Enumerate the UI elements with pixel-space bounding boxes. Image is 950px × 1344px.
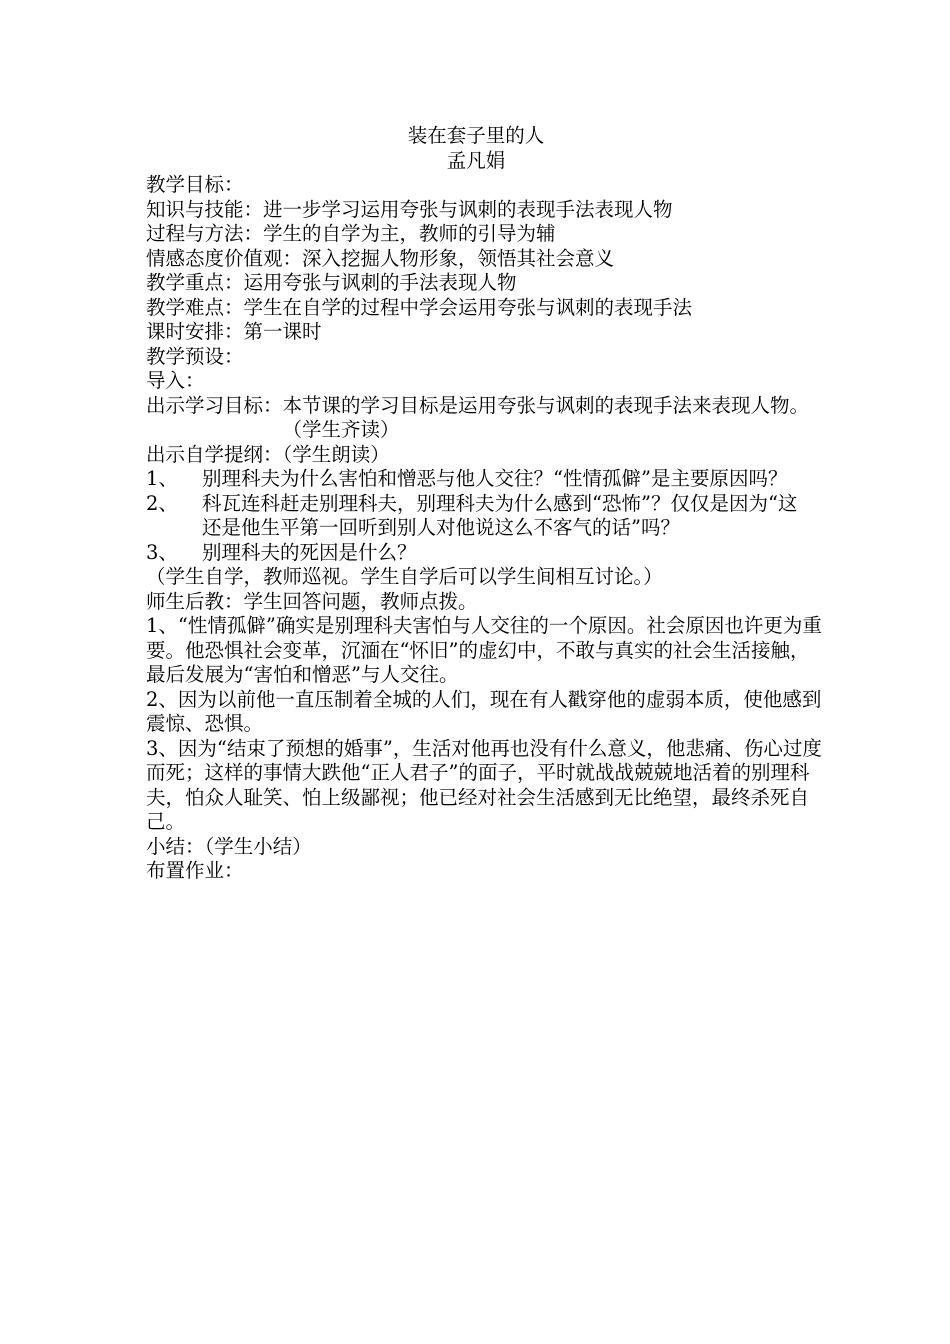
answer-paragraph: 1、“性情孤僻”确实是别理科夫害怕与人交往的一个原因。社会原因也许更为重要。他恐惧社会变革，沉湎在“怀旧”的虚幻中，不敢与真实的社会生活接触，最后发展为“害怕和憎恶”与人交往。	[146, 614, 822, 686]
process-method: 过程与方法：学生的自学为主，教师的引导为辅	[146, 222, 556, 245]
question-text: 别理科夫的死因是什么？	[202, 540, 417, 564]
post-teach: 师生后教：学生回答问题，教师点拨。	[146, 589, 478, 613]
summary: 小结：（学生小结）	[146, 834, 312, 858]
question-item	[146, 541, 826, 566]
preset-heading: 教学预设：	[146, 344, 244, 368]
answer-paragraph: 2、因为以前他一直压制着全城的人们，现在有人戳穿他的虚弱本质，使他感到震惊、恐惧。	[146, 687, 822, 735]
question-text: 别理科夫为什么害怕和憎恶与他人交往？“性情孤僻”是主要原因吗？	[202, 467, 788, 490]
knowledge-skills: 知识与技能：进一步学习运用夸张与讽刺的表现手法表现人物	[146, 197, 673, 221]
emotion-values: 情感态度价值观：深入挖掘人物形象，领悟其社会意义	[146, 246, 615, 270]
answer-paragraph: 3、因为“结束了预想的婚事”，生活对他再也没有什么意义，他悲痛、伤心过度而死；这样的事情大跌他“正人君子”的面子，平时就战战兢兢地活着的别理科夫，怕众人耻笑、怕上级鄙视；他已经对社会生活感到无比绝望，最终杀死自己。	[146, 736, 822, 833]
question-text: 科瓦连科赶走别理科夫，别理科夫为什么感到“恐怖”？仅仅是因为“这还是他生平第一回听到别人对他说这么不客气的话”吗？	[202, 491, 798, 539]
key-point: 教学重点：运用夸张与讽刺的手法表现人物	[146, 271, 517, 294]
document-title: 装在套子里的人	[407, 124, 545, 147]
document-author: 孟凡娟	[446, 148, 506, 172]
difficulty: 教学难点：学生在自学的过程中学会运用夸张与讽刺的表现手法	[146, 295, 693, 319]
homework: 布置作业：	[146, 859, 244, 882]
self-study-note: （学生自学，教师巡视。学生自学后可以学生间相互讨论。）	[146, 565, 663, 588]
outline-heading: 出示自学提纲：（学生朗读）	[146, 442, 390, 466]
intro: 导入：	[146, 369, 205, 392]
learning-goal	[146, 394, 826, 443]
question-number: 2、	[146, 491, 178, 515]
teaching-goals-heading: 教学目标：	[146, 173, 244, 196]
document-body	[146, 124, 826, 884]
schedule: 课时安排：第一课时	[146, 320, 322, 343]
learning-goal-text: 本节课的学习目标是运用夸张与讽刺的表现手法来表现人物。（学生齐读）	[282, 393, 810, 441]
learning-goal-label: 出示学习目标：	[146, 393, 283, 417]
question-number: 3、	[146, 540, 178, 564]
question-item	[146, 467, 826, 492]
question-item	[146, 492, 826, 541]
question-number: 1、	[146, 467, 178, 490]
